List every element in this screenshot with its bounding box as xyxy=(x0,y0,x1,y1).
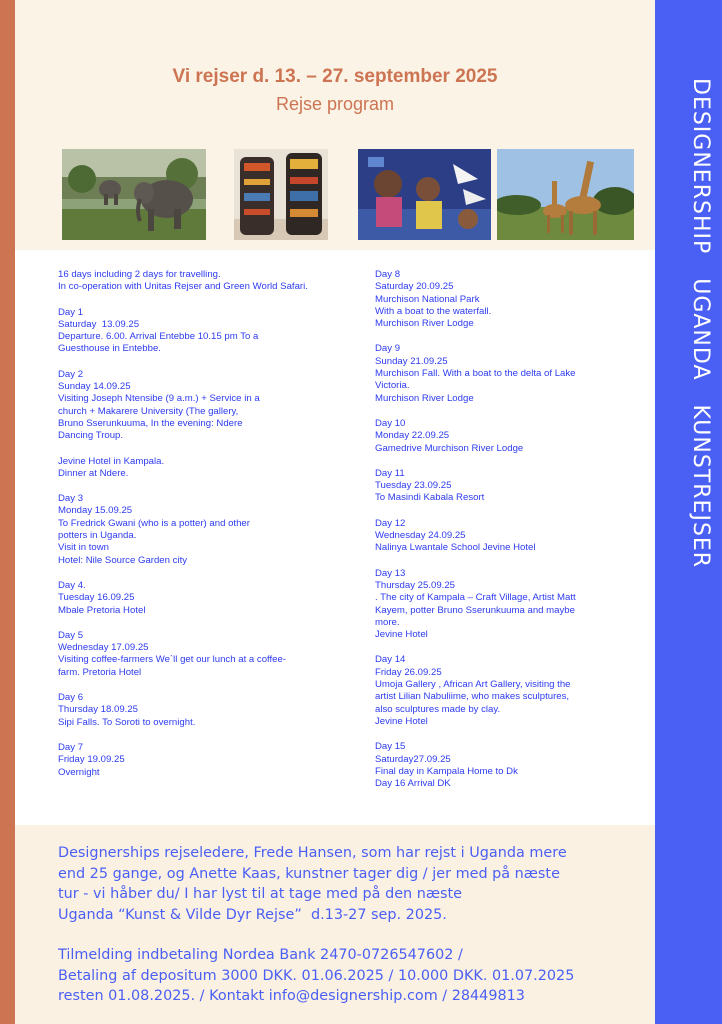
program-line: Day 11 xyxy=(375,467,405,479)
program-entry xyxy=(375,654,635,728)
program-line: Thursday 25.09.25 xyxy=(375,579,456,591)
program-entry xyxy=(375,418,635,455)
program-entry xyxy=(58,692,358,729)
left-accent-strip xyxy=(0,0,15,1024)
program-line: Day 9 xyxy=(375,343,401,355)
program-column-left xyxy=(58,269,358,792)
program-line: Wednesday 17.09.25 xyxy=(58,642,149,654)
program-line: Murchison National Park xyxy=(375,293,480,305)
program-line: Thursday 18.09.25 xyxy=(58,704,139,716)
painting-photo xyxy=(358,149,491,240)
program-line: Day 4. xyxy=(58,579,86,591)
program-line: Day 3 xyxy=(58,493,84,505)
program-line: Day 12 xyxy=(375,517,406,529)
program-line: Murchison River Lodge xyxy=(375,392,474,404)
program-line: Sunday 14.09.25 xyxy=(58,381,131,393)
program-entry xyxy=(58,456,358,481)
program-line: also sculptures made by clay. xyxy=(375,703,501,715)
program-entry xyxy=(58,742,358,779)
footer-line: Designerships rejseledere, Frede Hansen, som har rejst i Uganda mere xyxy=(58,845,567,861)
program-line: Departure. 6.00. Arrival Entebbe 10.15 pm To a xyxy=(58,331,259,343)
program-line: Mbale Pretoria Hotel xyxy=(58,604,146,616)
program-entry xyxy=(58,307,358,356)
program-line: . The city of Kampala – Craft Village, Artist Matt xyxy=(375,592,576,604)
program-line: Monday 15.09.25 xyxy=(58,505,133,517)
program-line: Tuesday 23.09.25 xyxy=(375,480,452,492)
program-line: Guesthouse in Entebbe. xyxy=(58,343,161,355)
program-line: potters in Uganda. xyxy=(58,530,137,542)
program-line: Umoja Gallery , African Art Gallery, visiting the xyxy=(375,679,571,691)
program-line: 16 days including 2 days for travelling. xyxy=(58,269,221,280)
footer-paragraph-intro xyxy=(58,843,648,925)
footer-line: end 25 gange, og Anette Kaas, kunstner tager dig / jer med på næste xyxy=(58,865,560,882)
program-line: Dancing Troup. xyxy=(58,430,124,442)
program-line: Visiting coffee-farmers We`ll get our lunch at a coffee- xyxy=(58,654,287,666)
program-line: Day 1 xyxy=(58,306,84,318)
program-line: church + Makarere University (The gallery, xyxy=(58,405,239,417)
painted-vases-photo xyxy=(234,149,328,240)
program-line: Day 14 xyxy=(375,654,406,666)
program-line: Kayem, potter Bruno Sserunkuuma and maybe xyxy=(375,604,575,616)
program-line: Jevine Hotel xyxy=(375,715,428,727)
program-entry xyxy=(58,580,358,617)
program-entry xyxy=(375,468,635,505)
program-line: Jevine Hotel xyxy=(375,629,428,641)
program-line: Day 13 xyxy=(375,567,406,579)
page-subtitle: Rejse program xyxy=(275,94,395,114)
program-line: Murchison River Lodge xyxy=(375,318,474,330)
program-line: Saturday 13.09.25 xyxy=(58,318,140,330)
program-line: Gamedrive Murchison River Lodge xyxy=(375,442,524,454)
program-line: Bruno Sserunkuuma, In the evening: Ndere xyxy=(58,417,243,429)
program-entry xyxy=(58,493,358,567)
program-line: Victoria. xyxy=(375,380,410,392)
program-entry xyxy=(375,741,635,790)
program-line: To Fredrick Gwani (who is a potter) and other xyxy=(58,517,250,529)
program-line: Saturday 20.09.25 xyxy=(375,281,454,293)
program-line: Day 10 xyxy=(375,417,406,429)
program-line: Day 15 xyxy=(375,741,406,753)
program-line: farm. Pretoria Hotel xyxy=(58,666,142,678)
program-entry xyxy=(375,343,635,404)
program-line: Day 2 xyxy=(58,368,84,380)
program-line: In co-operation with Unitas Rejser and Green World Safari. xyxy=(58,281,308,293)
program-line: Sunday 21.09.25 xyxy=(375,355,448,367)
program-line: Day 16 Arrival DK xyxy=(375,778,451,790)
page-title: Vi rejser d. 13. – 27. september 2025 xyxy=(172,66,498,87)
program-entry xyxy=(375,568,635,642)
program-line: Friday 26.09.25 xyxy=(375,666,442,678)
program-line: Day 7 xyxy=(58,741,84,753)
program-line: Tuesday 16.09.25 xyxy=(58,592,135,604)
program-line: Hotel: Nile Source Garden city xyxy=(58,554,188,566)
program-line: To Masindi Kabala Resort xyxy=(375,492,485,504)
program-line: Dinner at Ndere. xyxy=(58,467,129,479)
program-line: more. xyxy=(375,616,400,628)
program-entry xyxy=(58,269,358,294)
program-line: With a boat to the waterfall. xyxy=(375,305,492,317)
footer-line: Uganda “Kunst & Vilde Dyr Rejse” d.13-27 sep. 2025. xyxy=(58,906,447,923)
program-line: Nalinya Lwantale School Jevine Hotel xyxy=(375,542,536,554)
giraffes-photo xyxy=(497,149,634,240)
program-line: Day 6 xyxy=(58,692,84,704)
footer-line: tur - vi håber du/ I har lyst til at tage med på den næste xyxy=(58,886,462,902)
program-line: Monday 22.09.25 xyxy=(375,430,450,442)
footer-line: Betaling af depositum 3000 DKK. 01.06.2025 / 10.000 DKK. 01.07.2025 xyxy=(58,967,575,984)
program-column-right xyxy=(375,269,635,803)
footer-line: Tilmelding indbetaling Nordea Bank 2470-0726547602 / xyxy=(58,947,463,963)
program-line: Overnight xyxy=(58,766,100,778)
program-line: Wednesday 24.09.25 xyxy=(375,530,466,542)
program-line: Visiting Joseph Ntensibe (9 a.m.) + Service in a xyxy=(58,393,260,405)
program-line: Murchison Fall. With a boat to the delta of Lake xyxy=(375,368,576,380)
program-line: artist Lilian Nabuliime, who makes sculptures, xyxy=(375,691,570,703)
program-line: Jevine Hotel in Kampala. xyxy=(58,455,165,467)
elephants-photo xyxy=(62,149,206,240)
program-entry xyxy=(375,518,635,555)
program-entry xyxy=(375,269,635,330)
program-entry xyxy=(58,369,358,443)
vertical-brand-title: DESIGNERSHIP UGANDA KUNSTREJSER xyxy=(688,78,713,569)
program-line: Day 5 xyxy=(58,629,84,641)
program-line: Final day in Kampala Home to Dk xyxy=(375,765,518,777)
program-line: Friday 19.09.25 xyxy=(58,754,125,766)
program-line: Saturday27.09.25 xyxy=(375,753,451,765)
footer-paragraph-payment xyxy=(58,945,648,1007)
program-line: Visit in town xyxy=(58,542,110,554)
program-entry xyxy=(58,630,358,679)
program-line: Sipi Falls. To Soroti to overnight. xyxy=(58,716,196,728)
program-line: Day 8 xyxy=(375,269,401,280)
footer-line: resten 01.08.2025. / Kontakt info@designership.com / 28449813 xyxy=(58,988,525,1004)
